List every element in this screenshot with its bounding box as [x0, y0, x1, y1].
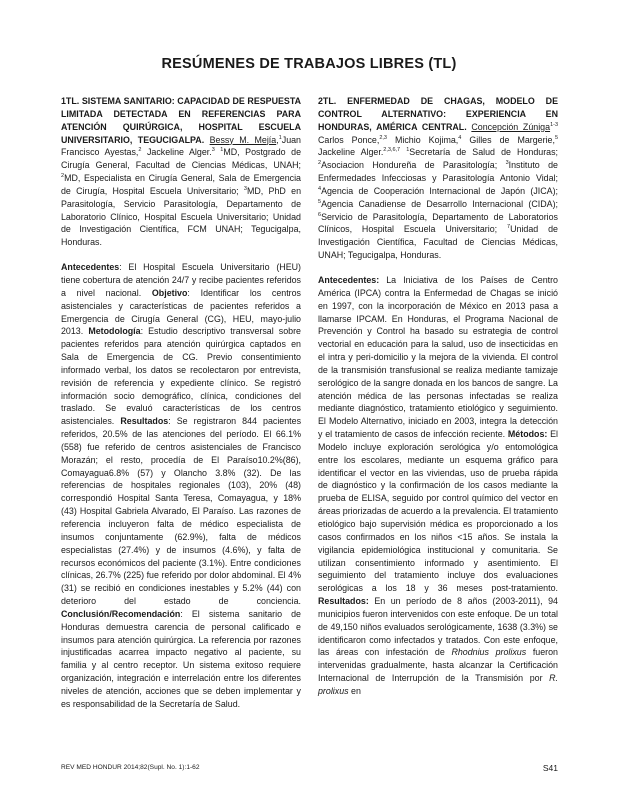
article-1-author-3: Jackeline Alger.	[141, 147, 212, 158]
article-1-affiliation-1: MD, Postgrado de Cirugía General, Facultad de Ciencias Médicas, UNAH;	[61, 147, 302, 171]
article-1-aff-3-sup: 3	[243, 185, 247, 192]
article-2-heading-resultados: Resultados:	[318, 596, 369, 607]
article-2-author-5: Jackeline Alger.	[318, 147, 384, 158]
article-2-species-name-1: Rhodnius prolixus	[451, 647, 527, 658]
article-1-text-resultados: : Se registraron 844 pacientes referidos, 20.5% de las atenciones del período. El 66.1% (558) fue referido de centros asistenciales de Francisco Morazán; el resto, procedía de El Paraíso10.2%(86), Comayagua6.8% (57) y Olancho 3.8% (32). De las referencias de hospitales regionales (103), 20% (48) correspondió Hospital Santa Teresa, Comayagua, y 18% (43) Hospital Gabriela Alvarado, El Paraíso. Las razones de referencia incluyeron falta de médico especialista de insumos conjuntamente (62.9%), falta de médicos especialistas (27.4%) y de insumos (4.6%), y falta de recursos económicos del paciente (3.1%). Entre condiciones clínicas, 26.7% (225) fue referido por dolor abdominal. El 4% (31) se recibió en condiciones inestables y 5.2% (44) con deterioro del estado de conciencia.	[61, 416, 302, 607]
article-2-header	[318, 95, 558, 262]
article-2-author-2-sup: 2,3	[379, 134, 387, 141]
article-2-author-3-sup: 4	[458, 134, 462, 141]
article-1-aff-2-sup: 2	[61, 173, 65, 180]
article-2-author-3: Michio Kojima,	[386, 134, 459, 145]
article-2-aff-2-sup: 2	[318, 160, 322, 167]
article-1-author-1-separator: ,	[276, 134, 279, 145]
article-2-author-4: Gilles de Margerie,	[461, 134, 555, 145]
article-2-aff-6-sup: 6	[318, 211, 322, 218]
article-2-affiliation-4: Agencia de Cooperación Internacional de Japón (JICA);	[321, 185, 558, 196]
article-1-heading-metodologia: Metodología	[88, 326, 141, 337]
article-1-affiliation-2: MD, Especialista en Cirugía General, Sala de Emergencia de Cirugía, Hospital Escuela Universitario;	[61, 173, 301, 196]
article-1-text-objetivo: : Identificar los centros asistenciales y características de pacientes referidos a Emergencia de Cirugía General (CG), HEU, mayo-julio 2013.	[61, 287, 301, 337]
article-1-abstract	[61, 261, 301, 711]
footer-page-number: S41	[542, 763, 558, 773]
article-2-aff-1-sup: 1	[406, 147, 410, 154]
article-1-heading-resultados: Resultados	[120, 416, 169, 427]
article-2-heading-metodos: Métodos:	[507, 429, 548, 440]
article-1-heading-conclusion: Conclusión/Recomendación	[61, 608, 181, 619]
article-2-affiliation-5: Agencia Canadiense de Desarrollo Internacional (CIDA);	[321, 198, 558, 209]
article-1-text-conclusion: : El sistema sanitario de Honduras demuestra carencia de personal calificado e insumos para atención quirúrgica. La referencia por razones injustificadas acarrea impacto negativo al paciente, su familia y al centro receptor. Un sistema exitoso requiere organización, integración e interrelación entre los diferentes niveles de atención, acciones que se deben implementar y es responsabilidad de la Secretaría de Salud.	[61, 608, 301, 709]
footer-journal-citation: REV MED HONDUR 2014;82(Supl. No. 1):1-62	[61, 764, 200, 771]
article-2-title: 2TL. ENFERMEDAD DE CHAGAS, MODELO DE CONTROL ALTERNATIVO: EXPERIENCIA EN HONDURAS, AMÉRICA CENTRAL.	[318, 96, 558, 132]
article-2-author-2: Carlos Ponce,	[318, 134, 380, 145]
article-2-text-resultados-c: en	[348, 685, 361, 696]
article-2-heading-antecedentes: Antecedentes:	[318, 274, 380, 285]
article-2-species-name-2: R. prolixus	[318, 673, 558, 696]
article-2-aff-4-sup: 4	[318, 185, 322, 192]
article-1-title: 1TL. SISTEMA SANITARIO: CAPACIDAD DE RESPUESTA LIMITADA DETECTADA EN REFERENCIAS PARA ATENCIÓN QUIRÚRGICA, HOSPITAL ESCUELA UNIVERSITARIO, TEGUCIGALPA.	[61, 96, 301, 145]
page-title: RESÚMENES DE TRABAJOS LIBRES (TL)	[161, 56, 457, 72]
article-1-author-1-sup: 1	[278, 134, 282, 141]
article-2-affiliation-6: Servicio de Parasitología, Departamento de Laboratorios Clínicos, Hospital Escuela Universitario;	[318, 211, 558, 235]
article-2-affiliation-7: Unidad de Investigación Científica, Facultad de Ciencias Médicas, UNAH; Tegucigalpa, Honduras.	[318, 224, 558, 261]
article-2-text-resultados-a: En un período de 8 años (2003-2011), 94 municipios fueron intervenidos con este enfoque. De un total de 49,150 niños evaluados serológicamente, 1638 (3.3%) se identificaron como infectados y tratados. Con este enfoque, las áreas con infestación de	[318, 596, 558, 658]
article-2-author-4-sup: 5	[554, 134, 559, 141]
article-2-aff-5-sup: 5	[318, 198, 322, 205]
article-2-text-antecedentes: La Iniciativa de los Países de Centro América (IPCA) contra la Enfermedad de Chagas se inició en 1997, con la incorporación de México en 2013 pasa a llamarse IPCAM. En Honduras, el Programa Nacional de Prevención y Control ha basado su estrategia de control vectorial en educación para la salud, uso de insecticidas en el intra y peri-domicilio y la mejora de la vivienda. El control de la transmisión transfusional se realiza mediante tamizaje serológico de la sangre donada en los bancos de sangre. La atención médica de las personas infectadas se realiza mediante diagnóstico, tratamiento etiológico y seguimiento. El Modelo Alternativo, iniciado en 2003, integra la detección y el tratamiento de casos de infección reciente.	[318, 274, 558, 440]
article-1-column	[61, 95, 301, 711]
article-1-heading-antecedentes: Antecedentes	[61, 262, 120, 273]
article-2-abstract	[318, 274, 558, 698]
article-1-aff-1-sup: 1	[220, 147, 224, 154]
article-2-text-resultados-b: fueron intervenidas gradualmente, hasta alcanzar la Certificación Internacional de Interrupción de la Transmisión por	[318, 647, 558, 684]
article-1-text-metodologia: : Estudio descriptivo transversal sobre pacientes referidos para atención quirúrgica captados en Sala de Emergencia de CG. Previo consentimiento informado verbal, los datos se recolectaron por entrevista, revisión de referencia y expediente clínico. Se registró información socio demográfico, clínica, condiciones del traslado. Se evaluó características de los centros asistenciales.	[61, 326, 301, 427]
article-2-affiliation-3: Instituto de Enfermedades Infecciosas y Parasitología Antonio Vidal;	[318, 160, 558, 184]
article-2-text-metodos: El Modelo incluye exploración serológica y/o entomológica entre los escolares, mediante un esquema gráfico para identificar el vector en las viviendas, uso de prueba rápida de diagnóstico y la confirmación de los casos mediante la prueba de ELISA, seguido por control químico del vector en áreas priorizadas de acuerdo a la prevalencia. El tratamiento etiológico bajo supervisión médica es proporcionado a los casos confirmados en los niños <15 años. Se instala la vigilancia epidemiológica institucional y comunitaria. Se utilizan consentimiento informado y asentimiento. El seguimiento del tratamiento incluye dos evaluaciones serológicas a los 18 y 36 meses post-tratamiento.	[318, 429, 559, 594]
article-2-aff-7-sup: 7	[507, 224, 511, 231]
article-2-affiliation-1: Secretaría de Salud de Honduras;	[409, 147, 558, 158]
article-1-author-2-sup: 2	[138, 147, 142, 154]
article-2-column	[318, 95, 558, 698]
article-2-author-1-sup: 1-3	[550, 121, 559, 128]
article-2-author-5-sup: 2,3,6,7	[383, 147, 401, 154]
article-1-author-2: Juan Francisco Ayestas,	[61, 134, 301, 158]
article-1-affiliation-3: MD, PhD en Parasitología, Servicio Parasitología, Departamento de Laboratorio Clínico, Hospital Escuela Universitario; Unidad de Investigación Científica, FCM UNAH; Tegucigalpa, Honduras.	[61, 185, 302, 248]
article-2-author-1: Concepción Zúniga	[471, 121, 551, 132]
article-1-author-1: Bessy M. Mejía	[209, 134, 277, 145]
article-1-author-3-sup: 3	[211, 147, 215, 154]
article-1-heading-objetivo: Objetivo	[151, 287, 188, 298]
article-2-affiliation-2: Asociacion Hondureña de Parasitología;	[321, 160, 506, 171]
article-2-aff-3-sup: 3	[505, 160, 509, 167]
article-1-header	[61, 95, 301, 249]
article-1-text-antecedentes: : El Hospital Escuela Universitario (HEU) tiene cobertura de atención 24/7 y recibe pacientes referidos a nivel nacional.	[61, 262, 301, 298]
